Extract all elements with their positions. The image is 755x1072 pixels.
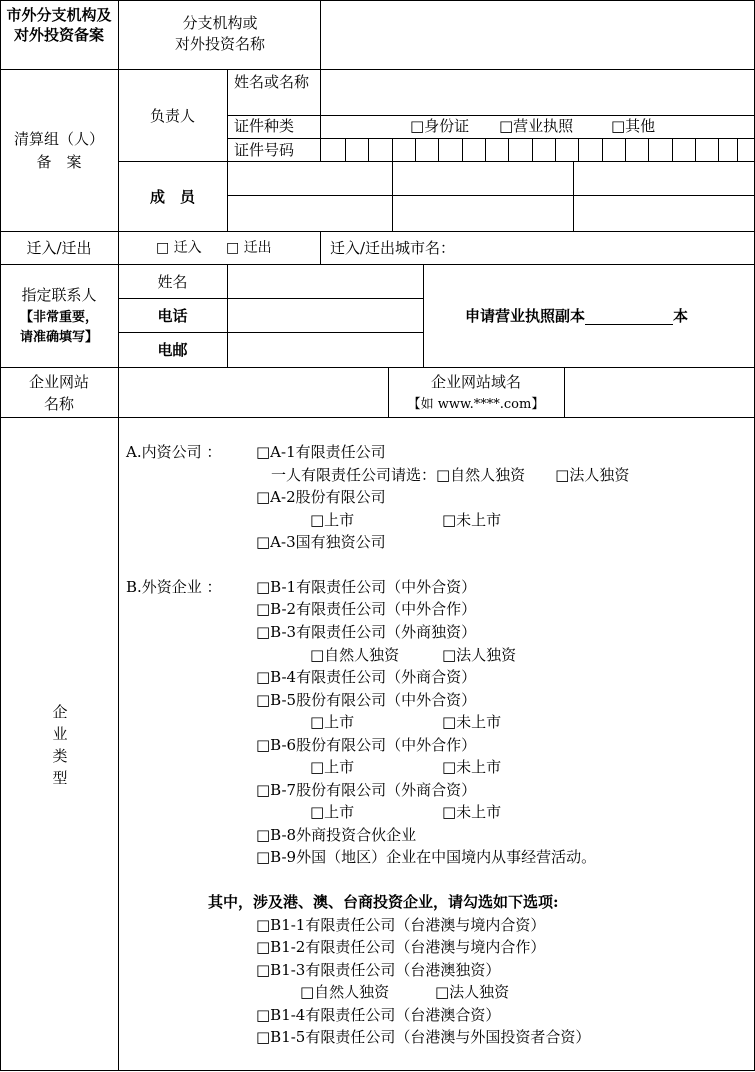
migration-in-checkbox[interactable]: □ 迁入 [156, 240, 202, 256]
license-copies-input[interactable] [585, 310, 673, 325]
hk-note: 其中，涉及港、澳、台商投资企业，请勾选如下选项: [208, 893, 559, 911]
option-b5-listed[interactable]: □上市 [310, 713, 355, 731]
enterprise-type-char-3: 类 [52, 747, 68, 765]
migration-city-label: 迁入/迁出城市名： [330, 239, 456, 257]
option-b2[interactable]: □B-2有限责任公司（中外合作） [256, 600, 477, 618]
option-a1[interactable]: □A-1有限责任公司 [256, 443, 386, 461]
id-number-label: 证件号码 [234, 141, 295, 159]
contact-name-field[interactable] [228, 265, 423, 298]
enterprise-type-char-4: 型 [52, 769, 68, 787]
option-b1-3[interactable]: □B1-3有限责任公司（台港澳独资） [256, 961, 501, 979]
option-b6-listed[interactable]: □上市 [310, 758, 355, 776]
id-type-other-checkbox[interactable]: □其他 [611, 117, 656, 135]
leader-label: 负责人 [149, 107, 195, 125]
enterprise-type-char-1: 企 [52, 703, 68, 721]
member-label: 成 员 [149, 188, 195, 206]
option-b1-5[interactable]: □B1-5有限责任公司（台港澳与外国投资者合资） [256, 1028, 591, 1046]
website-domain-label: 企业网站域名 [430, 373, 521, 391]
option-b7[interactable]: □B-7股份有限公司（外商合资） [256, 781, 477, 799]
branch-label: 市外分支机构及对外投资备案 [6, 6, 112, 44]
foreign-heading: B.外资企业 ： [126, 578, 222, 596]
leader-name-field[interactable] [321, 70, 754, 115]
option-b1-3-natural[interactable]: □自然人独资 [300, 983, 390, 1001]
contact-note-2: 请准确填写】 [19, 330, 98, 345]
option-a2-listed[interactable]: □上市 [310, 511, 355, 529]
domestic-heading: A.内资公司 ： [126, 443, 222, 461]
liquidation-label-1: 清算组（人） [13, 130, 104, 148]
option-b3-natural[interactable]: □自然人独资 [310, 646, 400, 664]
option-a2-unlisted[interactable]: □未上市 [442, 511, 502, 529]
enterprise-type-label [50, 701, 70, 789]
contact-phone-field[interactable] [228, 299, 423, 332]
migration-label: 迁入/迁出 [26, 239, 92, 257]
id-type-label: 证件种类 [234, 117, 295, 135]
member-field[interactable] [228, 162, 754, 231]
option-a1-sub[interactable]: 一人有限责任公司请选：□自然人独资 □法人独资 [271, 466, 630, 484]
option-b5[interactable]: □B-5股份有限公司（中外合资） [256, 691, 477, 709]
branch-name-field[interactable] [321, 1, 754, 69]
website-name-field[interactable] [119, 368, 388, 417]
migration-out-checkbox[interactable]: □ 迁出 [226, 240, 272, 256]
option-b5-unlisted[interactable]: □未上市 [442, 713, 502, 731]
option-b3-legal[interactable]: □法人独资 [442, 646, 517, 664]
option-b4[interactable]: □B-4有限责任公司（外商合资） [256, 668, 477, 686]
id-number-field[interactable] [321, 139, 754, 161]
website-domain-field[interactable] [565, 368, 754, 417]
license-copies [465, 307, 688, 325]
option-b6[interactable]: □B-6股份有限公司（中外合作） [256, 736, 477, 754]
option-b1[interactable]: □B-1有限责任公司（中外合资） [256, 578, 477, 596]
option-b7-unlisted[interactable]: □未上市 [442, 803, 502, 821]
option-b7-listed[interactable]: □上市 [310, 803, 355, 821]
option-b1-3-legal[interactable]: □法人独资 [435, 983, 510, 1001]
contact-name-label: 姓名 [157, 273, 188, 291]
website-domain-example: 【如 www.****.com】 [407, 397, 545, 412]
license-copies-prefix: 申请营业执照副本 [465, 307, 586, 325]
branch-name-label-2: 对外投资名称 [174, 35, 265, 53]
contact-phone-label: 电话 [157, 307, 188, 325]
option-b1-2[interactable]: □B1-2有限责任公司（台港澳与境内合作） [256, 938, 546, 956]
option-b9[interactable]: □B-9外国（地区）企业在中国境内从事经营活动。 [256, 848, 597, 866]
option-b6-unlisted[interactable]: □未上市 [442, 758, 502, 776]
liquidation-label-2: 备 案 [36, 153, 82, 171]
contact-email-label: 电邮 [157, 341, 188, 359]
option-b3[interactable]: □B-3有限责任公司（外商独资） [256, 623, 477, 641]
leader-name-label: 姓名或名称 [234, 73, 310, 91]
option-b1-1[interactable]: □B1-1有限责任公司（台港澳与境内合资） [256, 916, 546, 934]
option-a2[interactable]: □A-2股份有限公司 [256, 488, 386, 506]
license-copies-suffix: 本 [673, 307, 689, 325]
id-type-id-card-checkbox[interactable]: □身份证 [410, 117, 470, 135]
website-name-label-1: 企业网站 [28, 373, 89, 391]
id-type-business-license-checkbox[interactable]: □营业执照 [499, 117, 574, 135]
website-name-label-2: 名称 [43, 395, 74, 413]
contact-note-1: 【非常重要， [19, 310, 98, 325]
option-b1-4[interactable]: □B1-4有限责任公司（台港澳合资） [256, 1006, 501, 1024]
branch-name-label-1: 分支机构或 [182, 14, 258, 32]
option-b8[interactable]: □B-8外商投资合伙企业 [256, 826, 417, 844]
option-a3[interactable]: □A-3国有独资公司 [256, 533, 386, 551]
enterprise-type-char-2: 业 [52, 725, 68, 743]
contact-email-field[interactable] [228, 333, 423, 367]
contact-label: 指定联系人 [21, 286, 97, 304]
